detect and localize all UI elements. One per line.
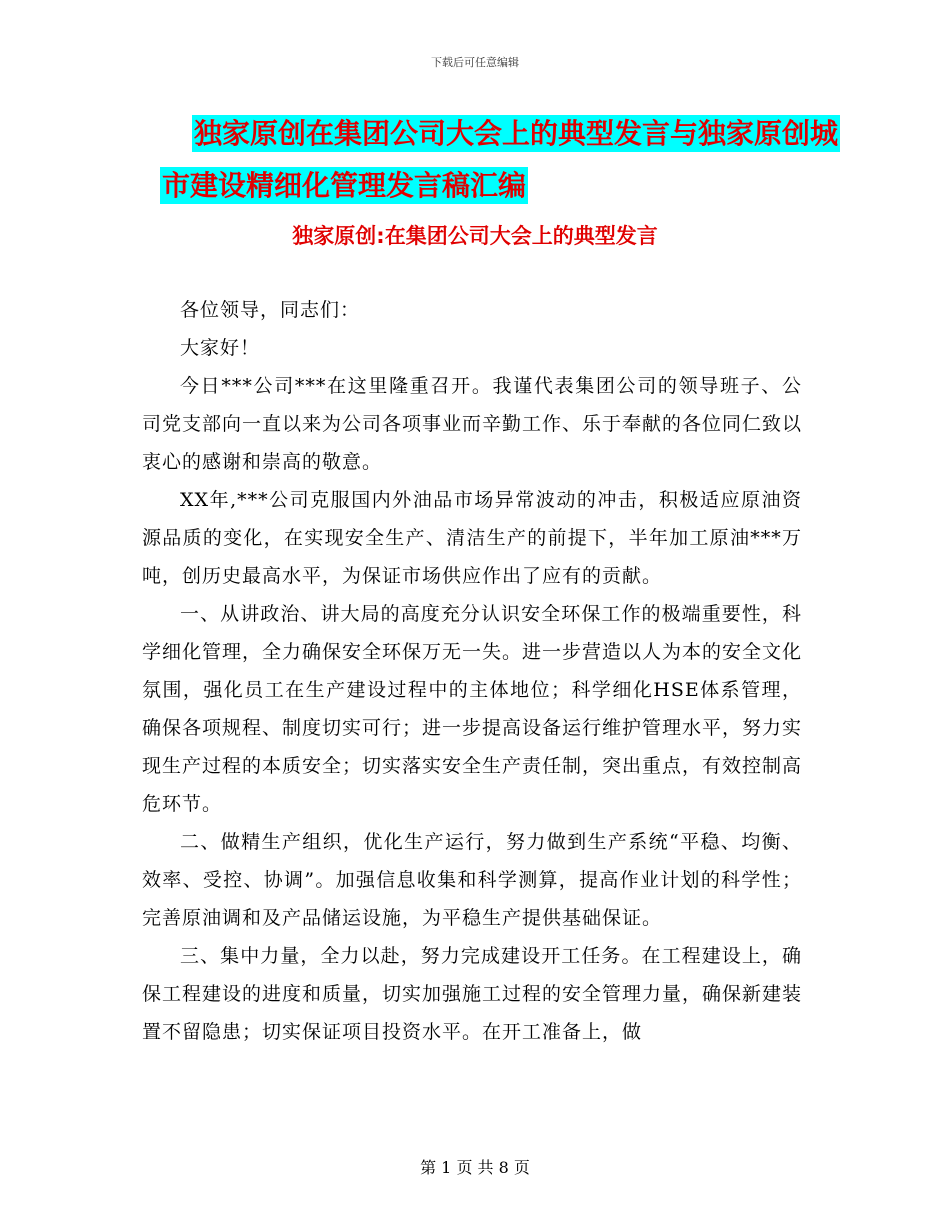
section-title: 独家原创:在集团公司大会上的典型发言 xyxy=(292,224,658,248)
paragraph: 各位领导，同志们： xyxy=(180,299,361,321)
paragraph: 今日***公司***在这里隆重召开。我谨代表集团公司的领导班子、公司党支部向一直以来为公司各项事业而辛勤工作、乐于奉献的各位同仁致以衷心的感谢和崇高的敬意。 xyxy=(142,375,803,473)
paragraph: 二、做精生产组织，优化生产运行，努力做到生产系统“平稳、均衡、效率、受控、协调”。加强信息收集和科学测算，提高作业计划的科学性；完善原油调和及产品储运设施，为平稳生产提供基础保证。 xyxy=(142,831,802,929)
title-line-2-text: 市建设精细化管理发言稿汇编 xyxy=(162,169,527,202)
paragraph: 三、集中力量，全力以赴，努力完成建设开工任务。在工程建设上，确保工程建设的进度和质量，切实加强施工过程的安全管理力量，确保新建装置不留隐患；切实保证项目投资水平。在开工准备上，做 xyxy=(142,945,803,1043)
document-title xyxy=(160,108,850,212)
paragraph: 一、从讲政治、讲大局的高度充分认识安全环保工作的极端重要性，科学细化管理，全力确保安全环保万无一失。进一步营造以人为本的安全文化氛围，强化员工在生产建设过程中的主体地位；科学细化HSE体系管理，确保各项规程、制度切实可行；进一步提高设备运行维护管理水平，努力实现生产过程的本质安全；切实落实安全生产责任制，突出重点，有效控制高危环节。 xyxy=(142,603,803,815)
header-note: 下载后可任意编辑 xyxy=(431,56,519,69)
paragraph: 大家好！ xyxy=(180,337,261,359)
page-number-footer: 第 1 页 共 8 页 xyxy=(420,1158,530,1177)
title-line-1 xyxy=(160,108,850,160)
title-line-1-text: 独家原创在集团公司大会上的典型发言与独家原创城 xyxy=(194,117,839,150)
paragraph: XX年,***公司克服国内外油品市场异常波动的冲击，积极适应原油资源品质的变化，在实现安全生产、清洁生产的前提下，半年加工原油***万吨，创历史最高水平，为保证市场供应作出了应有的贡献。 xyxy=(142,489,802,587)
title-line-2 xyxy=(160,160,850,212)
body-text xyxy=(142,291,802,1051)
